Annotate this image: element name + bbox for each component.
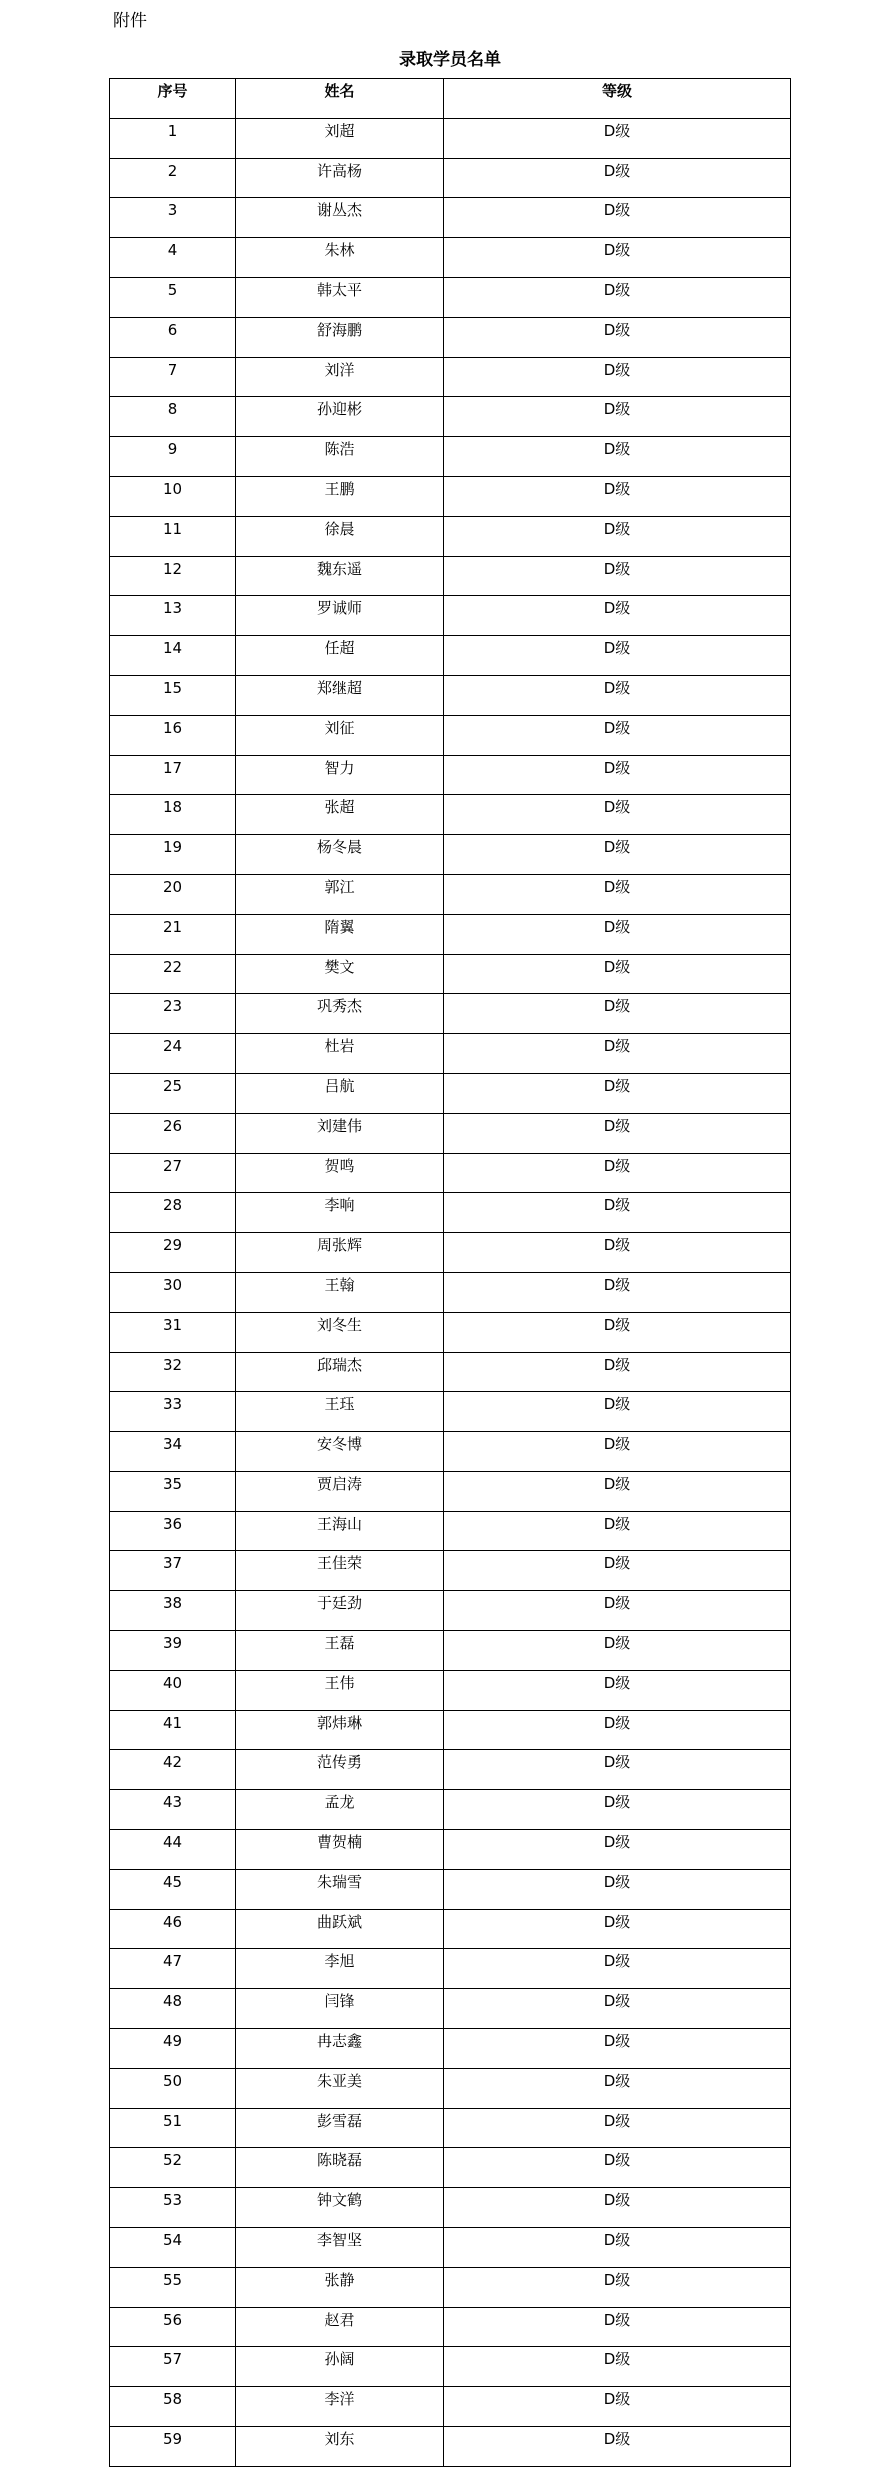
cell-grade: D级 bbox=[444, 2148, 791, 2188]
table-row bbox=[110, 675, 791, 715]
table-row bbox=[110, 397, 791, 437]
cell-grade: D级 bbox=[444, 755, 791, 795]
attachment-label: 附件 bbox=[113, 11, 147, 31]
table-row bbox=[110, 994, 791, 1034]
cell-name: 孙迎彬 bbox=[236, 397, 444, 437]
cell-number: 26 bbox=[110, 1113, 236, 1153]
cell-name: 李智坚 bbox=[236, 2228, 444, 2268]
cell-number: 42 bbox=[110, 1750, 236, 1790]
cell-grade: D级 bbox=[444, 1710, 791, 1750]
cell-number: 55 bbox=[110, 2267, 236, 2307]
cell-number: 20 bbox=[110, 874, 236, 914]
cell-number: 36 bbox=[110, 1511, 236, 1551]
cell-name: 贾启涛 bbox=[236, 1471, 444, 1511]
cell-name: 冉志鑫 bbox=[236, 2029, 444, 2069]
cell-grade: D级 bbox=[444, 118, 791, 158]
cell-number: 17 bbox=[110, 755, 236, 795]
cell-number: 13 bbox=[110, 596, 236, 636]
cell-grade: D级 bbox=[444, 1312, 791, 1352]
cell-number: 43 bbox=[110, 1790, 236, 1830]
table-row bbox=[110, 1153, 791, 1193]
cell-grade: D级 bbox=[444, 1471, 791, 1511]
cell-number: 38 bbox=[110, 1591, 236, 1631]
cell-grade: D级 bbox=[444, 954, 791, 994]
table-row bbox=[110, 1193, 791, 1233]
cell-name: 韩太平 bbox=[236, 277, 444, 317]
cell-grade: D级 bbox=[444, 715, 791, 755]
table-row bbox=[110, 2029, 791, 2069]
cell-number: 44 bbox=[110, 1830, 236, 1870]
table-row bbox=[110, 1113, 791, 1153]
cell-grade: D级 bbox=[444, 1073, 791, 1113]
cell-name: 钟文鹤 bbox=[236, 2188, 444, 2228]
table-row bbox=[110, 954, 791, 994]
cell-grade: D级 bbox=[444, 198, 791, 238]
cell-grade: D级 bbox=[444, 357, 791, 397]
cell-grade: D级 bbox=[444, 636, 791, 676]
cell-name: 陈浩 bbox=[236, 437, 444, 477]
table-row bbox=[110, 2108, 791, 2148]
cell-name: 杜岩 bbox=[236, 1034, 444, 1074]
cell-name: 王伟 bbox=[236, 1670, 444, 1710]
cell-name: 徐晨 bbox=[236, 516, 444, 556]
cell-grade: D级 bbox=[444, 437, 791, 477]
cell-name: 郭江 bbox=[236, 874, 444, 914]
cell-name: 王佳荣 bbox=[236, 1551, 444, 1591]
cell-number: 49 bbox=[110, 2029, 236, 2069]
cell-name: 樊文 bbox=[236, 954, 444, 994]
cell-name: 张静 bbox=[236, 2267, 444, 2307]
cell-grade: D级 bbox=[444, 1432, 791, 1472]
cell-grade: D级 bbox=[444, 1511, 791, 1551]
cell-grade: D级 bbox=[444, 1233, 791, 1273]
cell-number: 7 bbox=[110, 357, 236, 397]
table-row bbox=[110, 914, 791, 954]
cell-number: 2 bbox=[110, 158, 236, 198]
table-row bbox=[110, 1989, 791, 2029]
table-row bbox=[110, 1909, 791, 1949]
cell-name: 任超 bbox=[236, 636, 444, 676]
cell-number: 51 bbox=[110, 2108, 236, 2148]
cell-name: 罗诚师 bbox=[236, 596, 444, 636]
table-row bbox=[110, 1432, 791, 1472]
cell-name: 王海山 bbox=[236, 1511, 444, 1551]
cell-name: 刘超 bbox=[236, 118, 444, 158]
cell-number: 18 bbox=[110, 795, 236, 835]
cell-number: 24 bbox=[110, 1034, 236, 1074]
cell-number: 14 bbox=[110, 636, 236, 676]
cell-grade: D级 bbox=[444, 994, 791, 1034]
table-row bbox=[110, 755, 791, 795]
table-row bbox=[110, 2267, 791, 2307]
cell-number: 45 bbox=[110, 1869, 236, 1909]
cell-name: 王磊 bbox=[236, 1631, 444, 1671]
cell-number: 16 bbox=[110, 715, 236, 755]
table-row bbox=[110, 2068, 791, 2108]
cell-grade: D级 bbox=[444, 2029, 791, 2069]
cell-name: 范传勇 bbox=[236, 1750, 444, 1790]
cell-name: 隋翼 bbox=[236, 914, 444, 954]
cell-name: 孟龙 bbox=[236, 1790, 444, 1830]
cell-number: 46 bbox=[110, 1909, 236, 1949]
cell-number: 6 bbox=[110, 317, 236, 357]
cell-name: 张超 bbox=[236, 795, 444, 835]
cell-grade: D级 bbox=[444, 1272, 791, 1312]
cell-number: 15 bbox=[110, 675, 236, 715]
cell-name: 杨冬晨 bbox=[236, 835, 444, 875]
cell-name: 彭雪磊 bbox=[236, 2108, 444, 2148]
table-row bbox=[110, 198, 791, 238]
cell-grade: D级 bbox=[444, 2267, 791, 2307]
table-row bbox=[110, 795, 791, 835]
cell-grade: D级 bbox=[444, 835, 791, 875]
cell-number: 37 bbox=[110, 1551, 236, 1591]
cell-grade: D级 bbox=[444, 1034, 791, 1074]
cell-number: 39 bbox=[110, 1631, 236, 1671]
cell-name: 曲跃斌 bbox=[236, 1909, 444, 1949]
table-header-row bbox=[110, 79, 791, 119]
cell-number: 29 bbox=[110, 1233, 236, 1273]
cell-name: 刘东 bbox=[236, 2427, 444, 2467]
table-row bbox=[110, 1631, 791, 1671]
cell-grade: D级 bbox=[444, 317, 791, 357]
cell-name: 闫锋 bbox=[236, 1989, 444, 2029]
table-row bbox=[110, 2188, 791, 2228]
cell-number: 27 bbox=[110, 1153, 236, 1193]
table-row bbox=[110, 158, 791, 198]
cell-number: 58 bbox=[110, 2387, 236, 2427]
cell-grade: D级 bbox=[444, 2347, 791, 2387]
cell-grade: D级 bbox=[444, 1750, 791, 1790]
cell-grade: D级 bbox=[444, 2108, 791, 2148]
cell-grade: D级 bbox=[444, 2307, 791, 2347]
cell-name: 贺鸣 bbox=[236, 1153, 444, 1193]
cell-grade: D级 bbox=[444, 874, 791, 914]
cell-grade: D级 bbox=[444, 1392, 791, 1432]
cell-grade: D级 bbox=[444, 556, 791, 596]
table-row bbox=[110, 1073, 791, 1113]
cell-number: 35 bbox=[110, 1471, 236, 1511]
cell-name: 刘征 bbox=[236, 715, 444, 755]
cell-name: 李洋 bbox=[236, 2387, 444, 2427]
table-row bbox=[110, 1591, 791, 1631]
cell-name: 曹贺楠 bbox=[236, 1830, 444, 1870]
table-row bbox=[110, 1233, 791, 1273]
cell-number: 10 bbox=[110, 476, 236, 516]
cell-grade: D级 bbox=[444, 1830, 791, 1870]
cell-number: 47 bbox=[110, 1949, 236, 1989]
table-row bbox=[110, 636, 791, 676]
cell-grade: D级 bbox=[444, 1153, 791, 1193]
cell-grade: D级 bbox=[444, 1591, 791, 1631]
table-row bbox=[110, 1511, 791, 1551]
cell-name: 郑继超 bbox=[236, 675, 444, 715]
cell-name: 谢丛杰 bbox=[236, 198, 444, 238]
column-header-number: 序号 bbox=[110, 79, 236, 119]
cell-number: 34 bbox=[110, 1432, 236, 1472]
cell-grade: D级 bbox=[444, 238, 791, 278]
table-row bbox=[110, 874, 791, 914]
cell-number: 12 bbox=[110, 556, 236, 596]
cell-number: 22 bbox=[110, 954, 236, 994]
table-row bbox=[110, 357, 791, 397]
cell-number: 31 bbox=[110, 1312, 236, 1352]
table-row bbox=[110, 1551, 791, 1591]
cell-grade: D级 bbox=[444, 1551, 791, 1591]
table-row bbox=[110, 317, 791, 357]
cell-grade: D级 bbox=[444, 795, 791, 835]
admitted-students-table bbox=[109, 78, 791, 2467]
cell-number: 25 bbox=[110, 1073, 236, 1113]
cell-number: 41 bbox=[110, 1710, 236, 1750]
cell-number: 8 bbox=[110, 397, 236, 437]
cell-grade: D级 bbox=[444, 1352, 791, 1392]
cell-grade: D级 bbox=[444, 1909, 791, 1949]
cell-grade: D级 bbox=[444, 1949, 791, 1989]
cell-number: 1 bbox=[110, 118, 236, 158]
table-row bbox=[110, 277, 791, 317]
table-row bbox=[110, 1869, 791, 1909]
cell-name: 李旭 bbox=[236, 1949, 444, 1989]
cell-name: 郭炜琳 bbox=[236, 1710, 444, 1750]
cell-number: 3 bbox=[110, 198, 236, 238]
cell-number: 56 bbox=[110, 2307, 236, 2347]
cell-number: 4 bbox=[110, 238, 236, 278]
cell-grade: D级 bbox=[444, 277, 791, 317]
cell-name: 朱林 bbox=[236, 238, 444, 278]
cell-number: 48 bbox=[110, 1989, 236, 2029]
cell-grade: D级 bbox=[444, 2387, 791, 2427]
cell-number: 28 bbox=[110, 1193, 236, 1233]
table-body bbox=[110, 118, 791, 2466]
cell-name: 魏东遥 bbox=[236, 556, 444, 596]
cell-grade: D级 bbox=[444, 2188, 791, 2228]
table-row bbox=[110, 2148, 791, 2188]
column-header-grade: 等级 bbox=[444, 79, 791, 119]
table-row bbox=[110, 2347, 791, 2387]
table-row bbox=[110, 1949, 791, 1989]
table-row bbox=[110, 1670, 791, 1710]
cell-number: 57 bbox=[110, 2347, 236, 2387]
table-row bbox=[110, 2228, 791, 2268]
table-row bbox=[110, 1750, 791, 1790]
table-row bbox=[110, 2427, 791, 2467]
cell-name: 王翰 bbox=[236, 1272, 444, 1312]
cell-name: 许高杨 bbox=[236, 158, 444, 198]
cell-number: 11 bbox=[110, 516, 236, 556]
table-row bbox=[110, 516, 791, 556]
table-row bbox=[110, 1392, 791, 1432]
cell-grade: D级 bbox=[444, 1113, 791, 1153]
cell-grade: D级 bbox=[444, 1790, 791, 1830]
cell-grade: D级 bbox=[444, 2427, 791, 2467]
cell-grade: D级 bbox=[444, 158, 791, 198]
table-row bbox=[110, 2387, 791, 2427]
cell-grade: D级 bbox=[444, 516, 791, 556]
cell-name: 朱瑞雪 bbox=[236, 1869, 444, 1909]
cell-number: 5 bbox=[110, 277, 236, 317]
cell-grade: D级 bbox=[444, 476, 791, 516]
cell-name: 陈晓磊 bbox=[236, 2148, 444, 2188]
cell-number: 33 bbox=[110, 1392, 236, 1432]
table-row bbox=[110, 2307, 791, 2347]
column-header-name: 姓名 bbox=[236, 79, 444, 119]
cell-grade: D级 bbox=[444, 596, 791, 636]
cell-name: 邱瑞杰 bbox=[236, 1352, 444, 1392]
cell-name: 王珏 bbox=[236, 1392, 444, 1432]
cell-grade: D级 bbox=[444, 1989, 791, 2029]
table-row bbox=[110, 437, 791, 477]
cell-number: 54 bbox=[110, 2228, 236, 2268]
table-row bbox=[110, 1352, 791, 1392]
cell-grade: D级 bbox=[444, 1193, 791, 1233]
cell-name: 舒海鹏 bbox=[236, 317, 444, 357]
table-row bbox=[110, 556, 791, 596]
cell-number: 52 bbox=[110, 2148, 236, 2188]
cell-number: 19 bbox=[110, 835, 236, 875]
cell-name: 周张辉 bbox=[236, 1233, 444, 1273]
table-row bbox=[110, 476, 791, 516]
cell-number: 32 bbox=[110, 1352, 236, 1392]
cell-number: 53 bbox=[110, 2188, 236, 2228]
table-row bbox=[110, 1710, 791, 1750]
cell-grade: D级 bbox=[444, 1631, 791, 1671]
cell-number: 21 bbox=[110, 914, 236, 954]
table-row bbox=[110, 1830, 791, 1870]
cell-name: 朱亚美 bbox=[236, 2068, 444, 2108]
table-row bbox=[110, 1312, 791, 1352]
cell-name: 孙阔 bbox=[236, 2347, 444, 2387]
table-row bbox=[110, 118, 791, 158]
page-title: 录取学员名单 bbox=[399, 50, 501, 70]
cell-number: 30 bbox=[110, 1272, 236, 1312]
cell-grade: D级 bbox=[444, 675, 791, 715]
cell-grade: D级 bbox=[444, 2228, 791, 2268]
cell-grade: D级 bbox=[444, 914, 791, 954]
table-row bbox=[110, 1471, 791, 1511]
table-row bbox=[110, 1034, 791, 1074]
table-row bbox=[110, 1272, 791, 1312]
table-row bbox=[110, 238, 791, 278]
cell-grade: D级 bbox=[444, 397, 791, 437]
cell-name: 刘冬生 bbox=[236, 1312, 444, 1352]
cell-name: 吕航 bbox=[236, 1073, 444, 1113]
table-row bbox=[110, 835, 791, 875]
cell-name: 智力 bbox=[236, 755, 444, 795]
cell-grade: D级 bbox=[444, 1869, 791, 1909]
table-row bbox=[110, 715, 791, 755]
cell-number: 50 bbox=[110, 2068, 236, 2108]
cell-name: 刘建伟 bbox=[236, 1113, 444, 1153]
cell-name: 赵君 bbox=[236, 2307, 444, 2347]
cell-name: 巩秀杰 bbox=[236, 994, 444, 1034]
cell-number: 59 bbox=[110, 2427, 236, 2467]
table-row bbox=[110, 1790, 791, 1830]
cell-name: 于廷劲 bbox=[236, 1591, 444, 1631]
cell-name: 李响 bbox=[236, 1193, 444, 1233]
cell-number: 9 bbox=[110, 437, 236, 477]
cell-name: 刘洋 bbox=[236, 357, 444, 397]
cell-name: 王鹏 bbox=[236, 476, 444, 516]
table-row bbox=[110, 596, 791, 636]
cell-number: 40 bbox=[110, 1670, 236, 1710]
cell-grade: D级 bbox=[444, 1670, 791, 1710]
cell-number: 23 bbox=[110, 994, 236, 1034]
cell-name: 安冬博 bbox=[236, 1432, 444, 1472]
cell-grade: D级 bbox=[444, 2068, 791, 2108]
